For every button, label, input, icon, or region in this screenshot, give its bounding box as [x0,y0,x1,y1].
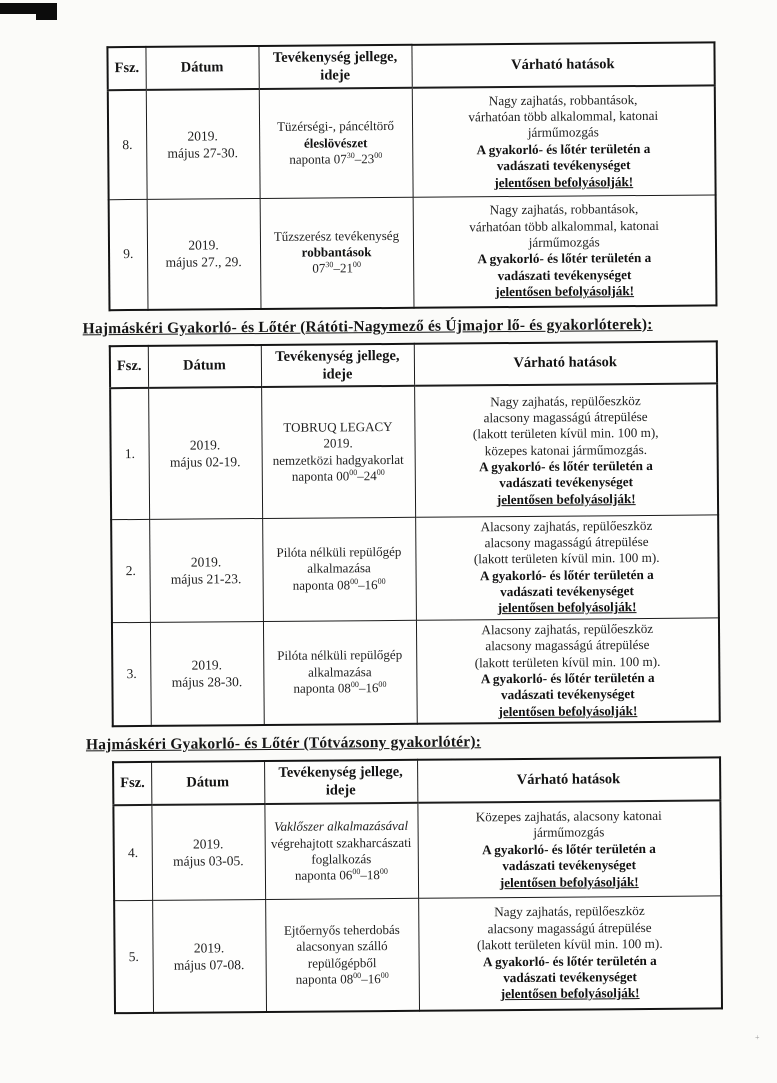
effects-cell: Nagy zajhatás, robbantások, várhatóan több alkalommal, katonai járműmozgás A gyakorló- és lőtér területén a vadászati tevékenységet jelentősen befolyásolják! [412,85,716,197]
activity-cell: Tüzérségi-, páncéltörő éleslövészet naponta $07^{30}-23^{00}$ [259,87,413,198]
row-number-cell: 5. [114,901,153,1013]
effects-cell: Nagy zajhatás, robbantások, várhatóan több alkalommal, katonai járműmozgás A gyakorló- és lőtér területén a vadászati tevékenységet jelentősen befolyásolják! [413,195,717,307]
row-number-cell: 8. [108,89,147,199]
date-cell: 2019. május 07-08. [152,900,266,1013]
row-number-cell: 4. [113,805,152,901]
date-cell: 2019. május 27., 29. [147,199,261,310]
table-row [112,618,720,727]
table-row [111,514,719,622]
col-header-effects: Várható hatások [411,42,714,87]
col-header-effects: Várható hatások [417,758,720,803]
activity-cell: Ejtőernyős teherdobás alacsonyan szálló repülőgépből naponta $08^{00}-16^{00}$ [265,899,419,1012]
table-row [109,195,717,310]
table-row [110,383,718,519]
table-row [113,800,721,901]
activity-table-1 [106,41,717,310]
col-header-datum: Dátum [145,46,258,89]
col-header-fsz: Fsz. [110,345,148,388]
row-number-cell: 2. [111,519,150,622]
col-header-datum: Dátum [151,761,264,804]
activity-cell: Pilóta nélküli repülőgép alkalmazása naponta $08^{00}-16^{00}$ [263,620,417,725]
date-cell: 2019. május 02-19. [148,387,262,519]
table-header-row [113,758,720,805]
col-header-activity: Tevékenység jellege, ideje [264,760,417,804]
table-row [108,85,716,200]
row-number-cell: 3. [112,622,151,726]
col-header-activity: Tevékenység jellege, ideje [258,45,411,89]
date-cell: 2019. május 03-05. [151,804,265,901]
col-header-activity: Tevékenység jellege, ideje [261,343,414,387]
scan-artifact-mark: + [755,1033,760,1042]
activity-cell: Vaklőszer alkalmazásával végrehajtott szakharcászati foglalkozás naponta $06^{00}-18^{00}$ [264,803,418,900]
row-number-cell: 9. [109,199,148,309]
date-cell: 2019. május 28-30. [150,621,264,726]
col-header-datum: Dátum [148,345,261,388]
row-number-cell: 1. [110,388,149,519]
effects-cell: Alacsony zajhatás, repülőeszköz alacsony magasságú átrepülése (lakott területen kívül min. 100 m). A gyakorló- és lőtér területén a vadászati tevékenységet jelentősen befolyásolják! [416,618,720,724]
activity-table-2 [109,340,721,727]
effects-cell: Alacsony zajhatás, repülőeszköz alacsony magasságú átrepülése (lakott területen kívül min. 100 m). A gyakorló- és lőtér területén a vadászati tevékenységet jelentősen befolyásolják! [415,514,719,620]
col-header-fsz: Fsz. [113,762,151,805]
table-header-row [107,42,714,89]
activity-cell: TOBRUQ LEGACY 2019. nemzetközi hadgyakorlat naponta $00^{00}-24^{00}$ [261,386,415,518]
section-heading-ratoti-nagymezo: Hajmáskéri Gyakorló- és Lőtér (Rátóti-Nagymező és Újmajor lő- és gyakorlóterek): [82,315,653,337]
activity-cell: Pilóta nélküli repülőgép alkalmazása naponta $08^{00}-16^{00}$ [262,517,416,621]
activity-table-3 [112,757,723,1014]
col-header-effects: Várható hatások [414,341,717,386]
date-cell: 2019. május 21-23. [149,518,263,622]
effects-cell: Közepes zajhatás, alacsony katonai járműmozgás A gyakorló- és lőtér területén a vadászati tevékenységet jelentősen befolyásolják! [417,800,721,898]
col-header-fsz: Fsz. [107,47,145,90]
table-row [114,896,722,1013]
date-cell: 2019. május 27-30. [146,89,260,200]
effects-cell: Nagy zajhatás, repülőeszköz alacsony magasságú átrepülése (lakott területen kívül min. 100 m), közepes katonai járműmozgás. A gyakorló- és lőtér területén a vadászati tevékenységet jelentősen befolyásolják! [414,383,718,516]
effects-cell: Nagy zajhatás, repülőeszköz alacsony magasságú átrepülése (lakott területen kívül min. 100 m). A gyakorló- és lőtér területén a vadászati tevékenységet jelentősen befolyásolják! [418,896,722,1010]
activity-cell: Tűzszerész tevékenység robbantások $07^{30}-21^{00}$ [260,197,414,308]
section-heading-totvazsony: Hajmáskéri Gyakorló- és Lőtér (Tótvázsony gyakorlótér): [85,733,482,754]
table-header-row [110,341,717,388]
